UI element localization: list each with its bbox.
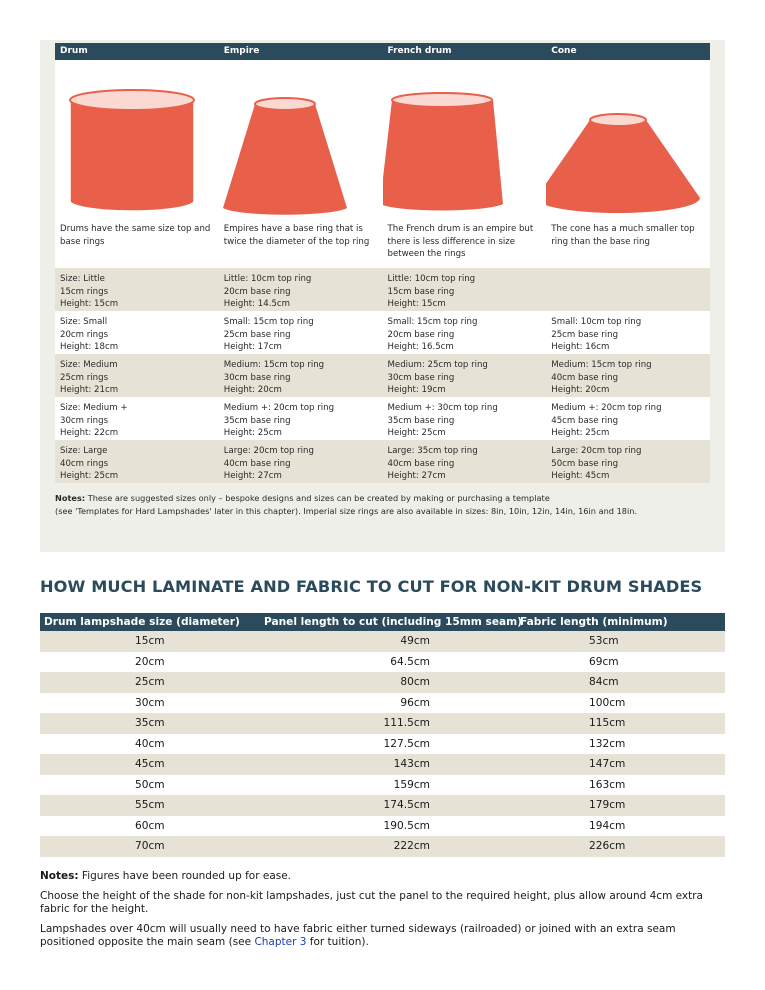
- drum-description: Drums have the same size top and base rings: [60, 224, 211, 247]
- size-value: 55cm: [135, 799, 165, 811]
- panel-value: 96cm: [400, 696, 430, 709]
- size-row-little: [55, 268, 710, 311]
- table-row: [40, 836, 725, 857]
- fabric-value: 163cm: [589, 778, 626, 791]
- panel-value: 64.5cm: [390, 655, 430, 668]
- railroad-paragraph: [40, 923, 730, 949]
- size-value: 60cm: [135, 819, 165, 832]
- panel-value: 159cm: [393, 778, 430, 791]
- fabric-value: 226cm: [589, 840, 626, 852]
- size-value: 35cm: [135, 717, 165, 729]
- table-row: [40, 734, 725, 755]
- header-cone: Cone: [551, 46, 577, 56]
- table-row: [40, 693, 725, 714]
- french-drum-description: The French drum is an empire but there is less difference in size between the rings: [387, 224, 534, 259]
- height-paragraph: Choose the height of the shade for non-kit lampshades, just cut the panel to the required height, plus allow around 4cm extra fabric for the height.: [40, 890, 703, 915]
- size-value: 15cm: [135, 635, 165, 647]
- size-value: 45cm: [135, 758, 165, 770]
- table-row: [40, 775, 725, 796]
- fabric-value: 84cm: [589, 676, 619, 688]
- notes-text-continued: (see 'Templates for Hard Lampshades' later in this chapter). Imperial size rings are also available in sizes: 8in, 10in, 12in, 14in, 16in and 18in.: [55, 506, 638, 516]
- shapes-table: [55, 43, 710, 483]
- panel-value: 143cm: [393, 758, 430, 770]
- cone-illustration-cell: [546, 60, 710, 220]
- size-row-medium: [55, 354, 710, 397]
- size-cell: Medium: 25cm top ring 30cm base ring Height: 19cm: [387, 360, 488, 396]
- cone-description: The cone has a much smaller top ring than the base ring: [551, 224, 695, 247]
- size-cell: Large: 20cm top ring 40cm base ring Height: 27cm: [223, 446, 314, 482]
- size-cell: Little: 10cm top ring 15cm base ring Height: 15cm: [387, 274, 476, 310]
- panel-value: 80cm: [400, 676, 430, 688]
- empire-illustration-cell: [219, 60, 383, 220]
- size-cell: [546, 268, 710, 311]
- railroad-text-end: for tuition).: [306, 936, 369, 948]
- lampshade-shapes-panel: [40, 40, 725, 552]
- panel-value: 174.5cm: [383, 799, 430, 811]
- size-value: 25cm: [135, 676, 165, 688]
- fabric-value: 69cm: [589, 655, 619, 668]
- size-cell: Small: 15cm top ring 25cm base ring Height: 17cm: [223, 317, 314, 353]
- fabric-value: 100cm: [589, 696, 626, 709]
- shapes-description-row: [55, 220, 710, 268]
- notes-label: Notes:: [55, 493, 86, 503]
- size-cell: Size: Medium 25cm rings Height: 21cm: [60, 360, 119, 396]
- laminate-table-header: [40, 613, 725, 631]
- header-drum: Drum: [60, 46, 88, 56]
- notes-text: These are suggested sizes only – bespoke designs and sizes can be created by making or purchasing a template: [85, 493, 550, 503]
- bottom-notes: [40, 870, 730, 883]
- drum-illustration-cell: [55, 60, 219, 220]
- railroad-text: Lampshades over 40cm will usually need to have fabric either turned sideways (railroaded) or joined with an extra seam positioned opposite the main seam (see: [40, 923, 676, 948]
- size-cell: Little: 10cm top ring 20cm base ring Height: 14.5cm: [223, 274, 312, 310]
- fabric-value: 194cm: [589, 819, 626, 832]
- panel-value: 222cm: [393, 840, 430, 852]
- size-cell: Medium +: 30cm top ring 35cm base ring Height: 25cm: [387, 403, 498, 439]
- table-row: [40, 713, 725, 734]
- bottom-notes-text: Figures have been rounded up for ease.: [78, 870, 292, 882]
- column-header-panel-length: Panel length to cut (including 15mm seam): [264, 616, 523, 628]
- table-row: [40, 652, 725, 673]
- fabric-value: 147cm: [589, 758, 626, 770]
- size-cell: Small: 10cm top ring 25cm base ring Height: 16cm: [551, 317, 642, 353]
- header-empire: Empire: [223, 46, 260, 56]
- size-value: 40cm: [135, 737, 165, 750]
- table-row: [40, 631, 725, 652]
- fabric-value: 179cm: [589, 799, 626, 811]
- size-cell: Medium +: 20cm top ring 35cm base ring Height: 25cm: [223, 403, 335, 439]
- empire-description: Empires have a base ring that is twice the diameter of the top ring: [223, 224, 370, 247]
- column-header-size: Drum lampshade size (diameter): [44, 616, 240, 628]
- size-value: 20cm: [135, 655, 165, 668]
- size-row-large: [55, 440, 710, 483]
- section-heading: HOW MUCH LAMINATE AND FABRIC TO CUT FOR NON-KIT DRUM SHADES: [40, 577, 703, 596]
- size-cell: Medium +: 20cm top ring 45cm base ring Height: 25cm: [551, 403, 662, 439]
- column-header-fabric-length: Fabric length (minimum): [520, 616, 668, 628]
- size-row-small: [55, 311, 710, 354]
- table-row: [40, 795, 725, 816]
- size-row-medium-plus: [55, 397, 710, 440]
- laminate-fabric-table: [40, 613, 725, 857]
- french-drum-shade-illustration: [383, 60, 547, 220]
- french-drum-illustration-cell: [383, 60, 547, 220]
- size-cell: Small: 15cm top ring 20cm base ring Height: 16.5cm: [387, 317, 478, 353]
- size-cell: Medium: 15cm top ring 30cm base ring Height: 20cm: [223, 360, 325, 396]
- panel-value: 127.5cm: [383, 737, 430, 750]
- header-french-drum: French drum: [387, 46, 452, 56]
- shapes-header-row: [55, 43, 710, 60]
- fabric-value: 53cm: [589, 635, 619, 647]
- table-row: [40, 672, 725, 693]
- fabric-value: 132cm: [589, 737, 626, 750]
- bottom-notes-label: Notes:: [40, 870, 79, 882]
- panel-value: 190.5cm: [383, 819, 430, 832]
- cone-shade-illustration: [546, 60, 710, 220]
- shapes-illustration-row: [55, 60, 710, 220]
- size-value: 30cm: [135, 696, 165, 709]
- fabric-value: 115cm: [589, 717, 626, 729]
- size-cell: Large: 35cm top ring 40cm base ring Height: 27cm: [387, 446, 478, 482]
- size-cell: Large: 20cm top ring 50cm base ring Height: 45cm: [551, 446, 642, 482]
- size-cell: Medium: 15cm top ring 40cm base ring Height: 20cm: [551, 360, 652, 396]
- shapes-notes: [55, 492, 715, 518]
- size-cell: Size: Small 20cm rings Height: 18cm: [60, 317, 119, 353]
- empire-shade-illustration: [219, 60, 383, 220]
- size-value: 50cm: [135, 778, 165, 791]
- drum-shade-illustration: [55, 60, 219, 220]
- size-cell: Size: Large 40cm rings Height: 25cm: [60, 446, 119, 482]
- chapter-3-link[interactable]: Chapter 3: [254, 936, 307, 948]
- size-value: 70cm: [135, 840, 165, 852]
- size-cell: Size: Medium + 30cm rings Height: 22cm: [60, 403, 128, 439]
- size-cell: Size: Little 15cm rings Height: 15cm: [60, 274, 119, 310]
- table-row: [40, 816, 725, 837]
- panel-value: 49cm: [400, 635, 430, 647]
- table-row: [40, 754, 725, 775]
- panel-value: 111.5cm: [383, 717, 430, 729]
